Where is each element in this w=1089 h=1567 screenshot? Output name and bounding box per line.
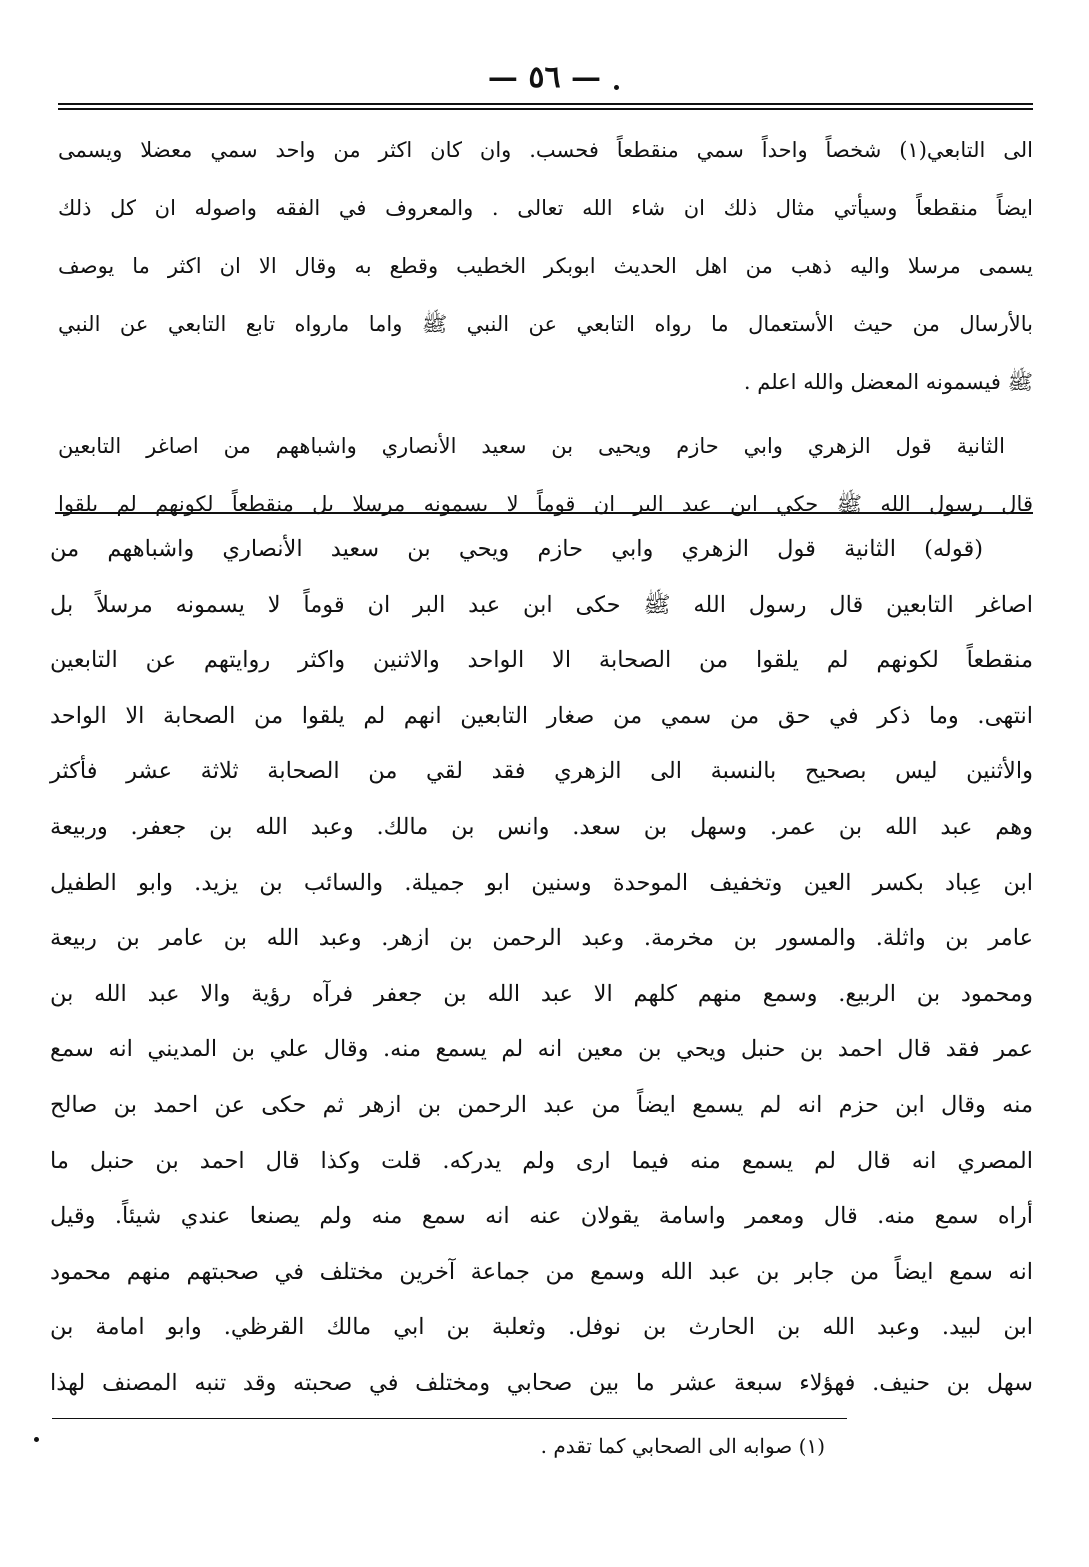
page-number: — ٥٦ — xyxy=(487,60,602,95)
main-line: ﷺ فيسمونه المعضل والله اعلم . xyxy=(743,370,1033,394)
main-line: ايضاً منقطعاً وسيأتي مثال ذلك ان شاء الله تعالى . والمعروف في الفقه واصوله ان كل ذلك xyxy=(58,196,1033,220)
header-rule-bottom xyxy=(58,108,1033,110)
commentary-line: ابن عِباد بكسر العين وتخفيف الموحدة وسنين ابو جميلة. والسائب بن يزيد. وابو الطفيل xyxy=(50,869,1033,896)
commentary-text-block xyxy=(50,524,1033,1414)
commentary-line: عمر فقد قال احمد بن حنبل ويحي بن معين انه لم يسمع منه. وقال علي بن المديني انه سمع xyxy=(50,1036,1033,1063)
footnote-rule xyxy=(52,1418,847,1419)
main-line: الثانية قول الزهري وابي حازم ويحيى بن سعيد الأنصاري واشباههم من اصاغر التابعين xyxy=(58,434,1005,458)
commentary-line: عامر بن واثلة. والمسور بن مخرمة. وعبد الرحمن بن ازهر. وعبد الله بن عامر بن ربيعة xyxy=(50,925,1033,952)
main-line: يسمى مرسلا واليه ذهب من اهل الحديث ابوبكر الخطيب وقطع به وقال الا ان اكثر ما يوصف xyxy=(58,254,1033,278)
scan-speck xyxy=(614,85,619,90)
main-line: الى التابعي(١) شخصاً واحداً سمي منقطعاً فحسب. وان كان اكثر من واحد سمي معضلا ويسمى xyxy=(58,138,1033,162)
commentary-line: (قوله) الثانية قول الزهري وابي حازم ويحي بن سعيد الأنصاري واشباههم من xyxy=(50,536,983,562)
commentary-line: المصري انه قال لم يسمع منه فيما ارى ولم يدركه. قلت وكذا قال احمد بن حنبل ما xyxy=(50,1147,1033,1174)
main-line: قال رسول الله ﷺ حكي ابن عبد البر ان قوماً لا يسمونه مرسلا بل منقطعاً لكونهم لم يلقوا xyxy=(58,492,1033,516)
commentary-line: ابن لبيد. وعبد الله بن الحارث بن نوفل. وثعلبة بن ابي مالك القرظي. وابو امامة بن xyxy=(50,1314,1033,1341)
commentary-line: أراه سمع منه. قال ومعمر واسامة يقولان عنه انه سمع منه ولم يصنعا عندي شيئاً. وقيل xyxy=(50,1203,1033,1230)
header-rule-top xyxy=(58,103,1033,105)
commentary-line: ومحمود بن الربيع. وسمع منهم كلهم الا عبد الله بن جعفر فرآه رؤية والا عبد الله بن xyxy=(50,980,1033,1007)
commentary-line: والأثنين ليس بصحيح بالنسبة الى الزهري فقد لقي من الصحابة ثلاثة عشر فأكثر xyxy=(50,758,1033,785)
commentary-line: اصاغر التابعين قال رسول الله ﷺ حكى ابن عبد البر ان قوماً لا يسمونه مرسلاً بل xyxy=(50,591,1033,618)
main-line: بالأرسال من حيث الأستعمال ما رواه التابعي عن النبي ﷺ واما مارواه تابع التابعي عن النبي xyxy=(58,312,1033,336)
commentary-line: منه وقال ابن حزم انه لم يسمع ايضاً من عبد الرحمن بن ازهر ثم حكى عن احمد بن صالح xyxy=(50,1091,1033,1118)
commentary-line: وهم عبد الله بن عمر. وسهل بن سعد. وانس بن مالك. وعبد الله بن جعفر. وربيعة xyxy=(50,813,1033,840)
footnote: (١) صوابه الى الصحابي كما تقدم . xyxy=(540,1434,825,1458)
commentary-line: انتهى. وما ذكر في حق من سمي من صغار التابعين انهم لم يلقوا من الصحابة الا الواحد xyxy=(50,702,1033,729)
commentary-line: سهل بن حنيف. فهؤلاء سبعة عشر ما بين صحابي ومختلف في صحبته وقد تنبه المصنف لهذا xyxy=(50,1369,1033,1396)
main-text-block xyxy=(58,124,1033,536)
commentary-line: منقطعاً لكونهم لم يلقوا من الصحابة الا الواحد والاثنين واكثر روايتهم عن التابعين xyxy=(50,647,1033,674)
scan-speck xyxy=(34,1437,39,1442)
section-divider xyxy=(55,512,1033,514)
commentary-line: انه سمع ايضاً من جابر بن عبد الله وسمع من جماعة آخرين مختلف في صحبتهم منهم محمود xyxy=(50,1258,1033,1285)
